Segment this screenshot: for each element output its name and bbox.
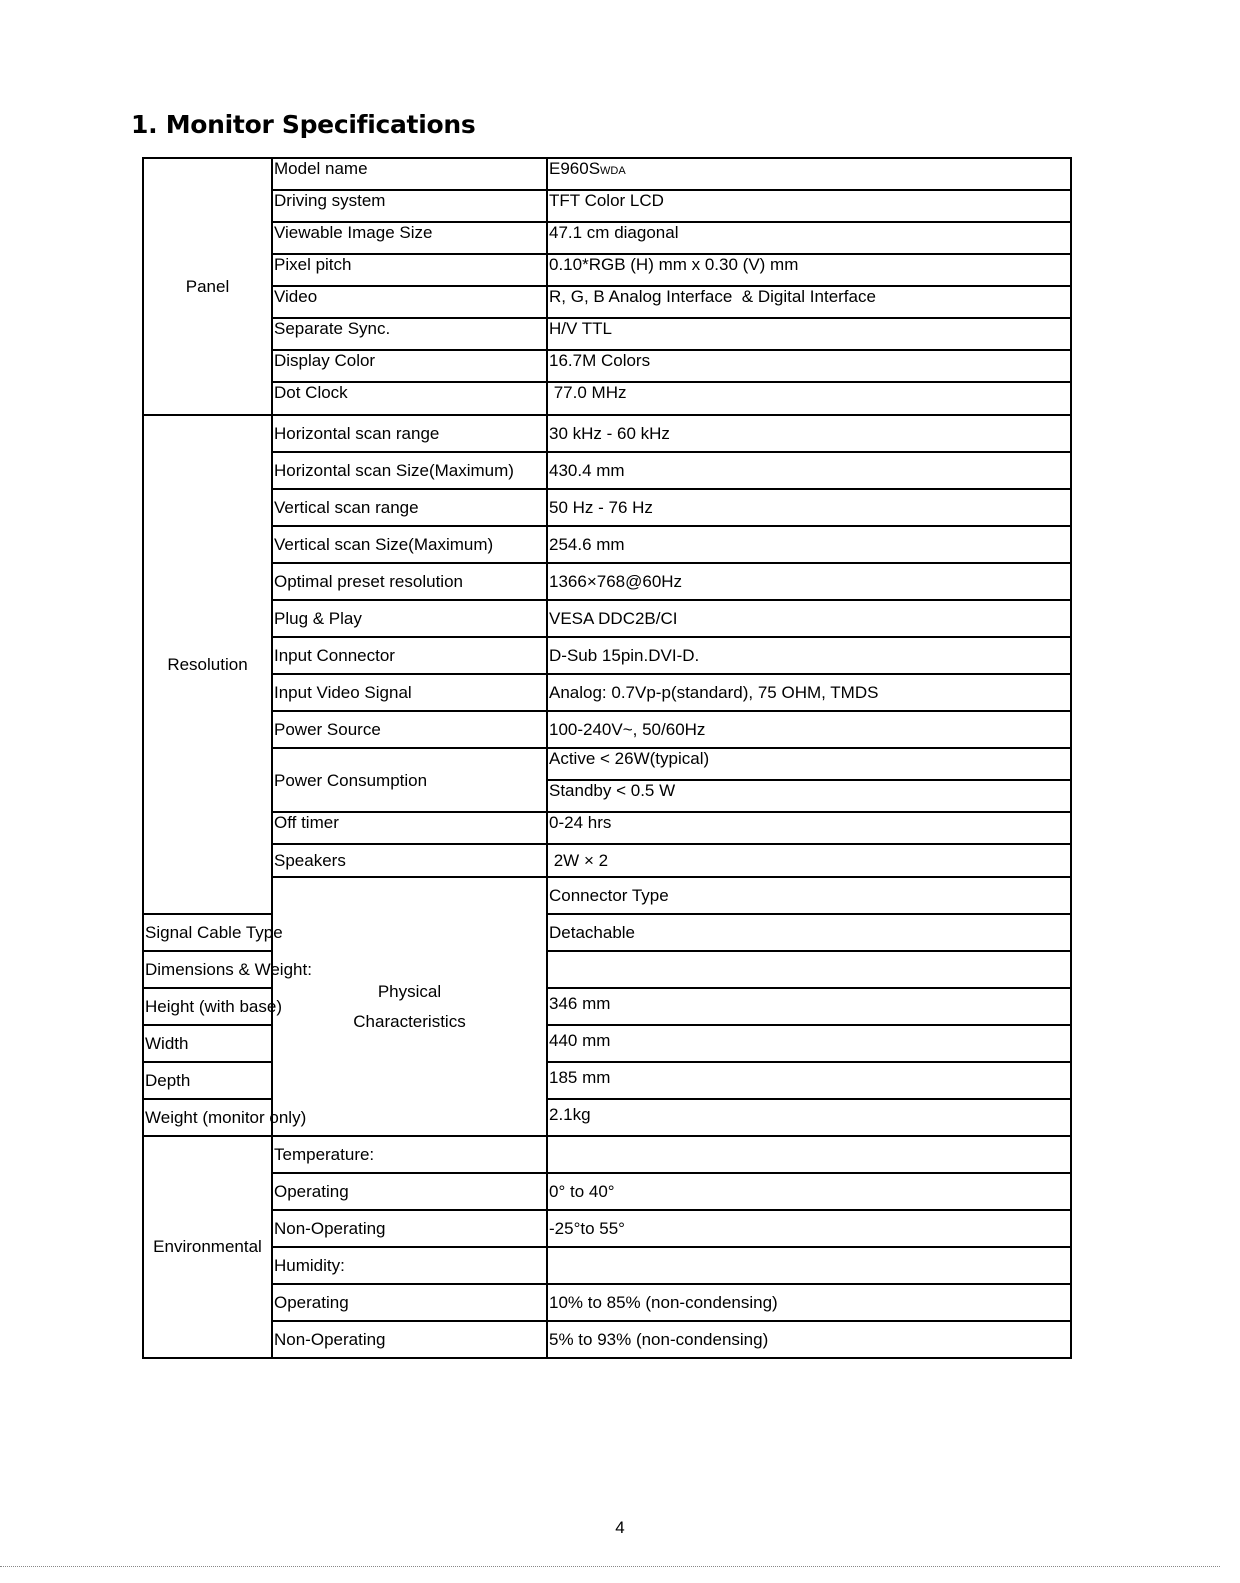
table-row: [143, 318, 1071, 350]
spec-label: Separate Sync.: [272, 318, 547, 350]
spec-label: Input Video Signal: [272, 674, 547, 711]
spec-value: [547, 1247, 1071, 1284]
spec-value: 100-240V~, 50/60Hz: [547, 711, 1071, 748]
spec-value: 430.4 mm: [547, 452, 1071, 489]
category-physical: [272, 877, 547, 1136]
table-row: [143, 1247, 1071, 1284]
table-row: [143, 415, 1071, 452]
spec-label: Operating: [272, 1173, 547, 1210]
spec-value: 50 Hz - 76 Hz: [547, 489, 1071, 526]
spec-label: Input Connector: [272, 637, 547, 674]
spec-label: Pixel pitch: [272, 254, 547, 286]
table-row: [143, 563, 1071, 600]
category-environmental: Environmental: [143, 1136, 272, 1358]
spec-label: Off timer: [272, 812, 547, 844]
spec-label: Horizontal scan range: [272, 415, 547, 452]
spec-label: Driving system: [272, 190, 547, 222]
spec-label: Vertical scan range: [272, 489, 547, 526]
spec-value: 0.10*RGB (H) mm x 0.30 (V) mm: [547, 254, 1071, 286]
table-row: [143, 674, 1071, 711]
table-row: [143, 637, 1071, 674]
spec-value: 77.0 MHz: [547, 382, 1071, 415]
spec-value: 185 mm: [547, 1062, 1071, 1099]
spec-label: Model name: [272, 158, 547, 190]
spec-value: 10% to 85% (non-condensing): [547, 1284, 1071, 1321]
spec-value: 30 kHz - 60 kHz: [547, 415, 1071, 452]
table-row: [143, 489, 1071, 526]
table-row: [143, 877, 1071, 914]
spec-value: -25°to 55°: [547, 1210, 1071, 1247]
table-row: [143, 452, 1071, 489]
spec-label: Connector Type: [547, 877, 1071, 914]
spec-label: Power Source: [272, 711, 547, 748]
spec-label: Signal Cable Type: [143, 914, 272, 951]
spec-label: Weight (monitor only): [143, 1099, 272, 1136]
spec-value: 2W × 2: [547, 844, 1071, 877]
spec-label: Temperature:: [272, 1136, 547, 1173]
spec-label: Vertical scan Size(Maximum): [272, 526, 547, 563]
spec-label: Humidity:: [272, 1247, 547, 1284]
spec-label: Power Consumption: [272, 748, 547, 812]
page-title: 1. Monitor Specifications: [131, 110, 476, 139]
spec-label: Optimal preset resolution: [272, 563, 547, 600]
category-line: Characteristics: [353, 1011, 466, 1031]
model-suffix: WDA: [600, 165, 626, 177]
spec-value: 2.1kg: [547, 1099, 1071, 1136]
spec-label: Non-Operating: [272, 1210, 547, 1247]
spec-label: Plug & Play: [272, 600, 547, 637]
spec-value: 47.1 cm diagonal: [547, 222, 1071, 254]
spec-label: Viewable Image Size: [272, 222, 547, 254]
table-row: [143, 190, 1071, 222]
table-row: [143, 1173, 1071, 1210]
spec-value: Analog: 0.7Vp-p(standard), 75 OHM, TMDS: [547, 674, 1071, 711]
spec-value: 1366×768@60Hz: [547, 563, 1071, 600]
page-number: 4: [615, 1518, 625, 1537]
table-row: [143, 350, 1071, 382]
table-row: [143, 526, 1071, 563]
spec-label: Dimensions & Weight:: [143, 951, 272, 988]
table-row: [143, 748, 1071, 780]
table-row: [143, 1210, 1071, 1247]
spec-value: [547, 1136, 1071, 1173]
spec-label: Depth: [143, 1062, 272, 1099]
spec-value: 16.7M Colors: [547, 350, 1071, 382]
spec-label: Dot Clock: [272, 382, 547, 415]
table-row: [143, 812, 1071, 844]
spec-label: Speakers: [272, 844, 547, 877]
spec-value: VESA DDC2B/CI: [547, 600, 1071, 637]
spec-label: Horizontal scan Size(Maximum): [272, 452, 547, 489]
spec-value: Active < 26W(typical): [547, 748, 1071, 780]
category-resolution: Resolution: [143, 415, 272, 914]
spec-value: 0° to 40°: [547, 1173, 1071, 1210]
table-row: [143, 844, 1071, 877]
spec-label: Operating: [272, 1284, 547, 1321]
spec-value: [547, 158, 1071, 190]
table-row: [143, 1321, 1071, 1358]
spec-value: H/V TTL: [547, 318, 1071, 350]
spec-label: Display Color: [272, 350, 547, 382]
spec-value: [547, 951, 1071, 988]
spec-value: 254.6 mm: [547, 526, 1071, 563]
table-row: [143, 158, 1071, 190]
spec-value: Standby < 0.5 W: [547, 780, 1071, 812]
spec-value: R, G, B Analog Interface & Digital Interface: [547, 286, 1071, 318]
spec-label: Video: [272, 286, 547, 318]
spec-value: TFT Color LCD: [547, 190, 1071, 222]
model-name: E960S: [549, 159, 601, 178]
page-bottom-rule: [0, 1566, 1220, 1567]
table-row: [143, 286, 1071, 318]
category-line: Physical: [377, 981, 442, 1001]
table-row: [143, 600, 1071, 637]
table-row: [143, 711, 1071, 748]
table-row: [143, 254, 1071, 286]
spec-label: Height (with base): [143, 988, 272, 1025]
table-row: [143, 222, 1071, 254]
table-row: [143, 1136, 1071, 1173]
table-row: [143, 382, 1071, 415]
table-row: [143, 1284, 1071, 1321]
spec-value: 440 mm: [547, 1025, 1071, 1062]
spec-value: 346 mm: [547, 988, 1071, 1025]
spec-label: Width: [143, 1025, 272, 1062]
spec-value: 0-24 hrs: [547, 812, 1071, 844]
category-panel: Panel: [143, 158, 272, 415]
spec-value: D-Sub 15pin.DVI-D.: [547, 637, 1071, 674]
spec-table: [142, 157, 1072, 1359]
spec-value: 5% to 93% (non-condensing): [547, 1321, 1071, 1358]
spec-label: Non-Operating: [272, 1321, 547, 1358]
spec-value: Detachable: [547, 914, 1071, 951]
